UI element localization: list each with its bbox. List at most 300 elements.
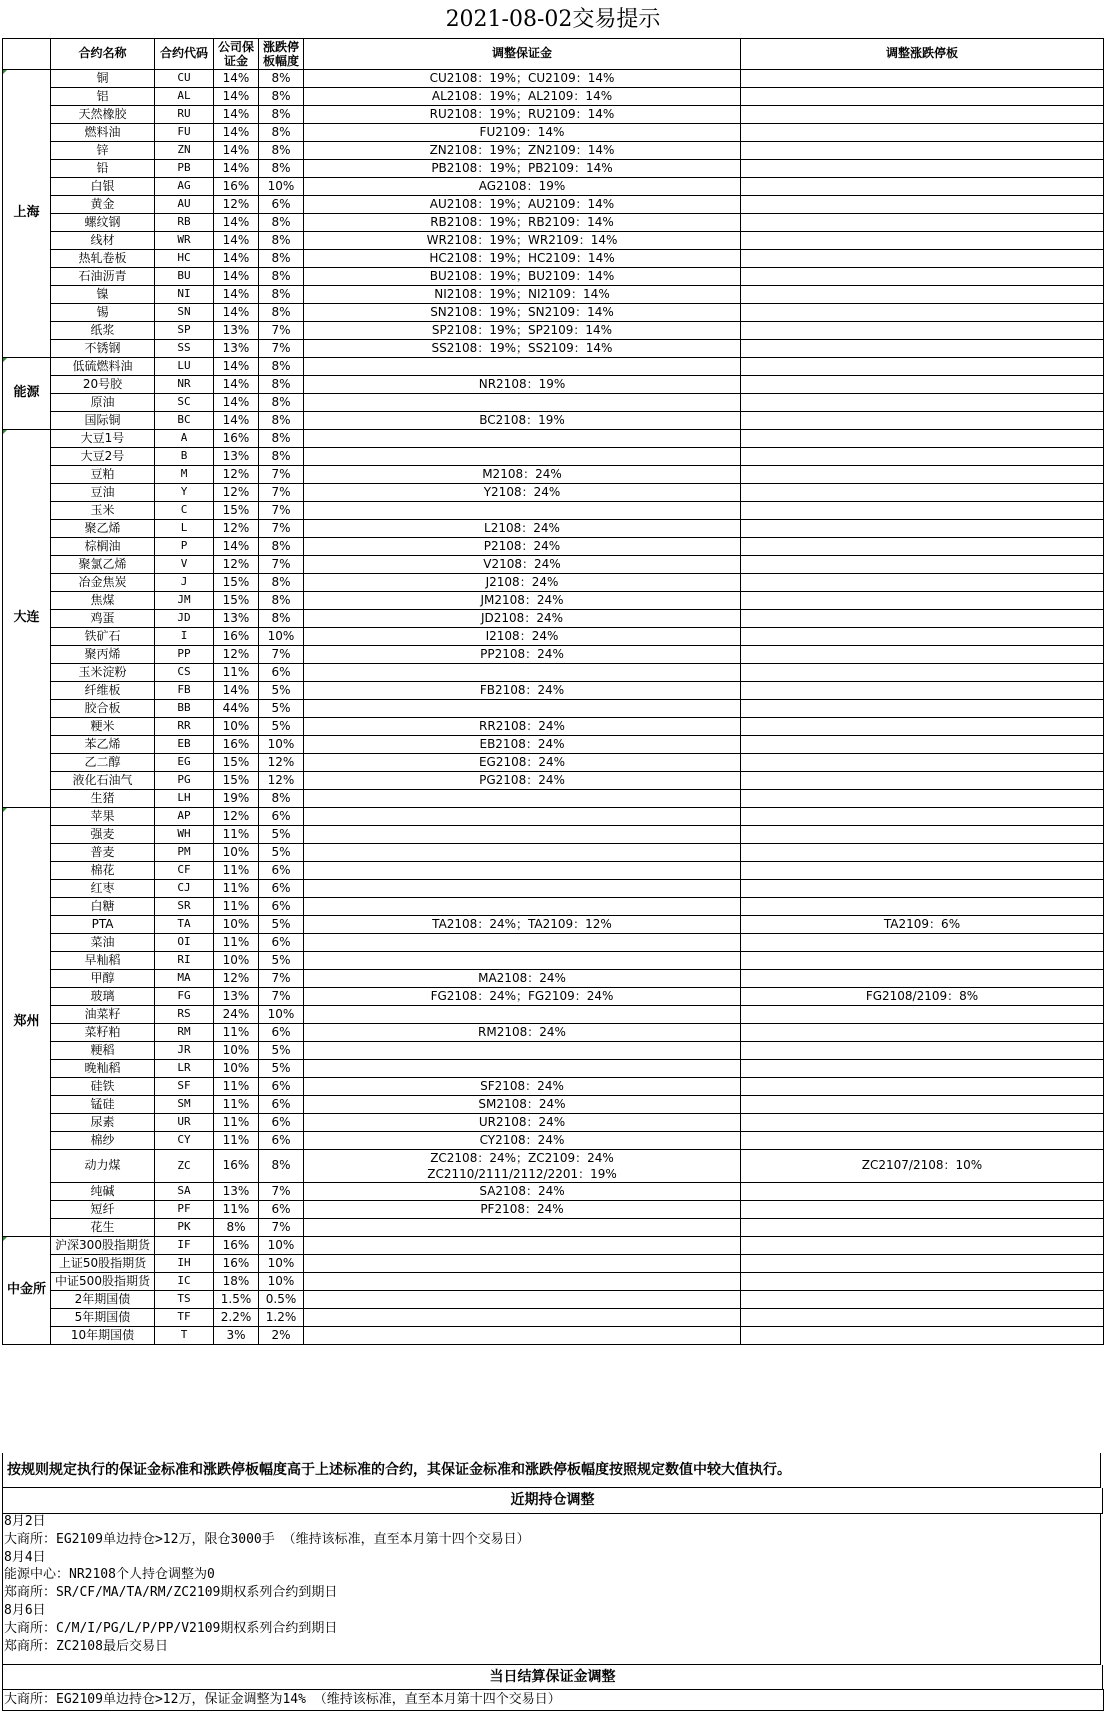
- contract-name: 纯碱: [51, 1183, 155, 1201]
- price-limit: 10%: [259, 628, 304, 646]
- price-limit: 8%: [259, 304, 304, 322]
- contract-code: RU: [155, 106, 214, 124]
- table-row: [3, 808, 1104, 826]
- settle-margin-note: 大商所：EG2109单边持仓>12万，保证金调整为14% （维持该标准，直至本月第十四个交易日）: [2, 1689, 1104, 1711]
- contract-name: 棉花: [51, 862, 155, 880]
- adjusted-limit: [741, 1291, 1104, 1309]
- adjusted-limit: [741, 808, 1104, 826]
- adjusted-margin: ZN2108：19%；ZN2109：14%: [304, 142, 741, 160]
- company-margin: 11%: [214, 1132, 259, 1150]
- adjusted-limit: [741, 340, 1104, 358]
- company-margin: 11%: [214, 880, 259, 898]
- price-limit: 5%: [259, 1060, 304, 1078]
- adjusted-margin: V2108：24%: [304, 556, 741, 574]
- price-limit: 8%: [259, 592, 304, 610]
- company-margin: 18%: [214, 1273, 259, 1291]
- header-adj-limit: 调整涨跌停板: [741, 39, 1104, 70]
- contract-name: 玉米淀粉: [51, 664, 155, 682]
- company-margin: 3%: [214, 1327, 259, 1345]
- adjusted-limit: ZC2107/2108：10%: [741, 1150, 1104, 1183]
- adjusted-limit: [741, 790, 1104, 808]
- adjusted-limit: [741, 160, 1104, 178]
- adjusted-limit: [741, 1060, 1104, 1078]
- price-limit: 7%: [259, 340, 304, 358]
- contract-code: LR: [155, 1060, 214, 1078]
- price-limit: 8%: [259, 160, 304, 178]
- adjusted-margin: BC2108：19%: [304, 412, 741, 430]
- adjusted-limit: [741, 880, 1104, 898]
- adjusted-margin: L2108：24%: [304, 520, 741, 538]
- contract-code: TS: [155, 1291, 214, 1309]
- contract-name: 苹果: [51, 808, 155, 826]
- company-margin: 14%: [214, 304, 259, 322]
- contract-name: 聚氯乙烯: [51, 556, 155, 574]
- contract-name: 中证500股指期货: [51, 1273, 155, 1291]
- header-limit: 涨跌停板幅度: [259, 39, 304, 70]
- adjusted-limit: [741, 952, 1104, 970]
- table-row: [3, 1201, 1104, 1219]
- adjusted-limit: [741, 430, 1104, 448]
- contract-code: SP: [155, 322, 214, 340]
- adjusted-margin-line: ZC2108：24%；ZC2109：24%: [430, 1151, 614, 1165]
- company-margin: 15%: [214, 592, 259, 610]
- price-limit: 6%: [259, 898, 304, 916]
- contract-code: CF: [155, 862, 214, 880]
- price-limit: 6%: [259, 1078, 304, 1096]
- company-margin: 14%: [214, 106, 259, 124]
- contract-name: 锰硅: [51, 1096, 155, 1114]
- adjusted-limit: [741, 1114, 1104, 1132]
- header-exchange: [3, 39, 51, 70]
- contract-name: 生猪: [51, 790, 155, 808]
- adjusted-margin: RU2108：19%；RU2109：14%: [304, 106, 741, 124]
- table-row: [3, 70, 1104, 88]
- adjusted-margin: JM2108：24%: [304, 592, 741, 610]
- contract-code: L: [155, 520, 214, 538]
- company-margin: 11%: [214, 862, 259, 880]
- adjusted-margin: AL2108：19%；AL2109：14%: [304, 88, 741, 106]
- company-margin: 14%: [214, 124, 259, 142]
- table-row: [3, 1006, 1104, 1024]
- table-row: [3, 1273, 1104, 1291]
- contract-name: 尿素: [51, 1114, 155, 1132]
- adjusted-margin: [304, 502, 741, 520]
- position-adjust-title: 近期持仓调整: [2, 1488, 1103, 1514]
- contract-code: EG: [155, 754, 214, 772]
- price-limit: 8%: [259, 142, 304, 160]
- adjusted-limit: [741, 664, 1104, 682]
- adjusted-margin: CY2108：24%: [304, 1132, 741, 1150]
- contract-name: 玻璃: [51, 988, 155, 1006]
- table-row: [3, 1291, 1104, 1309]
- adjusted-margin: [304, 880, 741, 898]
- company-margin: 11%: [214, 1201, 259, 1219]
- exchange-label: 郑州: [13, 1013, 40, 1029]
- table-row: [3, 1132, 1104, 1150]
- table-row: [3, 754, 1104, 772]
- company-margin: 12%: [214, 196, 259, 214]
- adjusted-limit: [741, 268, 1104, 286]
- table-row: [3, 592, 1104, 610]
- adjusted-limit: [741, 682, 1104, 700]
- price-limit: 5%: [259, 682, 304, 700]
- price-limit: 8%: [259, 538, 304, 556]
- table-row: [3, 322, 1104, 340]
- price-limit: 5%: [259, 844, 304, 862]
- adjusted-limit: [741, 502, 1104, 520]
- price-limit: 6%: [259, 1114, 304, 1132]
- contract-name: 沪深300股指期货: [51, 1237, 155, 1255]
- table-row: [3, 1096, 1104, 1114]
- price-limit: 5%: [259, 826, 304, 844]
- contract-name: 晚籼稻: [51, 1060, 155, 1078]
- price-limit: 10%: [259, 1237, 304, 1255]
- price-limit: 7%: [259, 466, 304, 484]
- price-limit: 8%: [259, 106, 304, 124]
- company-margin: 16%: [214, 628, 259, 646]
- settle-margin-title: 当日结算保证金调整: [2, 1665, 1103, 1690]
- table-row: [3, 610, 1104, 628]
- contract-code: IH: [155, 1255, 214, 1273]
- table-row: [3, 1060, 1104, 1078]
- exchange-label: 上海: [13, 205, 40, 221]
- contract-code: M: [155, 466, 214, 484]
- company-margin: 11%: [214, 1096, 259, 1114]
- adjusted-limit: [741, 610, 1104, 628]
- adjusted-margin: EG2108：24%: [304, 754, 741, 772]
- price-limit: 8%: [259, 286, 304, 304]
- adjusted-margin: [304, 1150, 741, 1183]
- company-margin: 16%: [214, 178, 259, 196]
- contract-code: I: [155, 628, 214, 646]
- company-margin: 13%: [214, 340, 259, 358]
- price-limit: 7%: [259, 970, 304, 988]
- adjusted-margin: [304, 898, 741, 916]
- table-row: [3, 880, 1104, 898]
- contract-code: SF: [155, 1078, 214, 1096]
- contract-code: PM: [155, 844, 214, 862]
- company-margin: 14%: [214, 538, 259, 556]
- price-limit: 7%: [259, 520, 304, 538]
- table-row: [3, 520, 1104, 538]
- adjusted-limit: [741, 862, 1104, 880]
- contract-code: LU: [155, 358, 214, 376]
- contract-name: 纸浆: [51, 322, 155, 340]
- table-row: [3, 700, 1104, 718]
- contract-name: 油菜籽: [51, 1006, 155, 1024]
- table-row: [3, 682, 1104, 700]
- price-limit: 8%: [259, 574, 304, 592]
- company-margin: 14%: [214, 412, 259, 430]
- company-margin: 11%: [214, 1078, 259, 1096]
- company-margin: 12%: [214, 970, 259, 988]
- company-margin: 10%: [214, 844, 259, 862]
- adjusted-limit: [741, 1327, 1104, 1345]
- table-row: [3, 826, 1104, 844]
- contract-name: 大豆1号: [51, 430, 155, 448]
- adjusted-limit: [741, 1273, 1104, 1291]
- contract-code: PB: [155, 160, 214, 178]
- contract-name: 强麦: [51, 826, 155, 844]
- company-margin: 19%: [214, 790, 259, 808]
- contract-name: 铅: [51, 160, 155, 178]
- adjusted-limit: [741, 394, 1104, 412]
- adjusted-margin: [304, 952, 741, 970]
- table-row: [3, 1327, 1104, 1345]
- contract-name: 铝: [51, 88, 155, 106]
- adjusted-margin: Y2108：24%: [304, 484, 741, 502]
- adjusted-margin: NI2108：19%；NI2109：14%: [304, 286, 741, 304]
- table-row: [3, 304, 1104, 322]
- adjusted-limit: [741, 358, 1104, 376]
- company-margin: 14%: [214, 682, 259, 700]
- company-margin: 24%: [214, 1006, 259, 1024]
- table-row: [3, 718, 1104, 736]
- company-margin: 11%: [214, 1114, 259, 1132]
- exchange-cell: [3, 1237, 51, 1345]
- contract-name: 菜油: [51, 934, 155, 952]
- adjusted-margin: [304, 1291, 741, 1309]
- contract-code: AU: [155, 196, 214, 214]
- contract-name: 棉纱: [51, 1132, 155, 1150]
- table-row: [3, 232, 1104, 250]
- price-limit: 7%: [259, 1183, 304, 1201]
- contract-name: 粳米: [51, 718, 155, 736]
- table-row: [3, 394, 1104, 412]
- contract-code: ZN: [155, 142, 214, 160]
- price-limit: 8%: [259, 268, 304, 286]
- contract-name: 热轧卷板: [51, 250, 155, 268]
- contract-code: J: [155, 574, 214, 592]
- table-row: [3, 844, 1104, 862]
- adjusted-margin: RM2108：24%: [304, 1024, 741, 1042]
- adjusted-margin: FB2108：24%: [304, 682, 741, 700]
- adjusted-limit: [741, 1096, 1104, 1114]
- adjusted-margin: [304, 664, 741, 682]
- company-margin: 14%: [214, 376, 259, 394]
- price-limit: 8%: [259, 412, 304, 430]
- contract-name: 冶金焦炭: [51, 574, 155, 592]
- company-margin: 8%: [214, 1219, 259, 1237]
- company-margin: 13%: [214, 610, 259, 628]
- adjusted-margin: SF2108：24%: [304, 1078, 741, 1096]
- adjusted-limit: [741, 448, 1104, 466]
- company-margin: 13%: [214, 448, 259, 466]
- price-limit: 0.5%: [259, 1291, 304, 1309]
- table-row: [3, 1150, 1104, 1183]
- adjusted-limit: [741, 376, 1104, 394]
- price-limit: 8%: [259, 430, 304, 448]
- price-limit: 7%: [259, 646, 304, 664]
- company-margin: 16%: [214, 1237, 259, 1255]
- contract-code: CS: [155, 664, 214, 682]
- table-row: [3, 1114, 1104, 1132]
- contract-code: WR: [155, 232, 214, 250]
- contract-code: CU: [155, 70, 214, 88]
- adjusted-limit: [741, 1201, 1104, 1219]
- company-margin: 12%: [214, 556, 259, 574]
- company-margin: 1.5%: [214, 1291, 259, 1309]
- table-row: [3, 250, 1104, 268]
- company-margin: 12%: [214, 466, 259, 484]
- adjusted-limit: [741, 286, 1104, 304]
- header-row: [3, 39, 1104, 70]
- contract-code: EB: [155, 736, 214, 754]
- table-row: [3, 466, 1104, 484]
- price-limit: 8%: [259, 610, 304, 628]
- position-note-line: 大商所：EG2109单边持仓>12万，限仓3000手 （维持该标准，直至本月第十四个交易日）: [4, 1531, 530, 1547]
- position-note-line: 8月6日: [4, 1602, 46, 1618]
- adjusted-margin: SM2108：24%: [304, 1096, 741, 1114]
- price-limit: 8%: [259, 88, 304, 106]
- company-margin: 12%: [214, 646, 259, 664]
- price-limit: 6%: [259, 1024, 304, 1042]
- table-row: [3, 628, 1104, 646]
- adjusted-margin: PG2108：24%: [304, 772, 741, 790]
- contract-name: 螺纹钢: [51, 214, 155, 232]
- contract-code: PK: [155, 1219, 214, 1237]
- contract-code: SS: [155, 340, 214, 358]
- table-row: [3, 916, 1104, 934]
- table-row: [3, 1024, 1104, 1042]
- adjusted-margin: P2108：24%: [304, 538, 741, 556]
- table-row: [3, 574, 1104, 592]
- table-row: [3, 286, 1104, 304]
- adjusted-margin: [304, 826, 741, 844]
- table-row: [3, 898, 1104, 916]
- contract-name: 花生: [51, 1219, 155, 1237]
- table-row: [3, 862, 1104, 880]
- price-limit: 12%: [259, 754, 304, 772]
- cell-marker: [3, 70, 7, 74]
- company-margin: 13%: [214, 322, 259, 340]
- company-margin: 14%: [214, 232, 259, 250]
- exchange-cell: [3, 808, 51, 1237]
- company-margin: 10%: [214, 718, 259, 736]
- adjusted-limit: [741, 70, 1104, 88]
- adjusted-limit: [741, 484, 1104, 502]
- company-margin: 14%: [214, 250, 259, 268]
- price-limit: 10%: [259, 736, 304, 754]
- adjusted-margin: SA2108：24%: [304, 1183, 741, 1201]
- contract-code: JM: [155, 592, 214, 610]
- contract-code: IF: [155, 1237, 214, 1255]
- company-margin: 10%: [214, 1042, 259, 1060]
- cell-marker: [3, 808, 7, 812]
- adjusted-margin: [304, 1327, 741, 1345]
- price-limit: 6%: [259, 196, 304, 214]
- adjusted-limit: [741, 628, 1104, 646]
- adjusted-margin: UR2108：24%: [304, 1114, 741, 1132]
- price-limit: 12%: [259, 772, 304, 790]
- contract-code: SM: [155, 1096, 214, 1114]
- adjusted-margin: [304, 808, 741, 826]
- company-margin: 12%: [214, 808, 259, 826]
- contract-code: SC: [155, 394, 214, 412]
- adjusted-margin: TA2108：24%；TA2109：12%: [304, 916, 741, 934]
- adjusted-margin: PF2108：24%: [304, 1201, 741, 1219]
- company-margin: 16%: [214, 736, 259, 754]
- rule-note: 按规则规定执行的保证金标准和涨跌停板幅度高于上述标准的合约，其保证金标准和涨跌停板幅度按照规定数值中较大值执行。: [2, 1453, 1101, 1488]
- contract-code: JR: [155, 1042, 214, 1060]
- price-limit: 7%: [259, 1219, 304, 1237]
- price-limit: 8%: [259, 1150, 304, 1183]
- contract-name: 液化石油气: [51, 772, 155, 790]
- adjusted-margin: [304, 790, 741, 808]
- adjusted-margin: [304, 862, 741, 880]
- adjusted-margin: EB2108：24%: [304, 736, 741, 754]
- company-margin: 10%: [214, 916, 259, 934]
- contract-name: 胶合板: [51, 700, 155, 718]
- price-limit: 8%: [259, 70, 304, 88]
- adjusted-margin: [304, 394, 741, 412]
- contract-name: 10年期国债: [51, 1327, 155, 1345]
- company-margin: 12%: [214, 520, 259, 538]
- contract-code: B: [155, 448, 214, 466]
- adjusted-limit: [741, 592, 1104, 610]
- adjusted-limit: [741, 754, 1104, 772]
- contract-name: 菜籽粕: [51, 1024, 155, 1042]
- company-margin: 16%: [214, 430, 259, 448]
- company-margin: 14%: [214, 286, 259, 304]
- contract-code: TF: [155, 1309, 214, 1327]
- contract-name: 2年期国债: [51, 1291, 155, 1309]
- price-limit: 10%: [259, 1255, 304, 1273]
- contract-name: 玉米: [51, 502, 155, 520]
- adjusted-margin: AU2108：19%；AU2109：14%: [304, 196, 741, 214]
- contract-name: 镍: [51, 286, 155, 304]
- contract-code: AL: [155, 88, 214, 106]
- company-margin: 13%: [214, 1183, 259, 1201]
- table-row: [3, 664, 1104, 682]
- table-row: [3, 412, 1104, 430]
- contract-code: A: [155, 430, 214, 448]
- contract-code: RM: [155, 1024, 214, 1042]
- table-row: [3, 736, 1104, 754]
- price-limit: 7%: [259, 988, 304, 1006]
- adjusted-margin: [304, 1273, 741, 1291]
- table-row: [3, 358, 1104, 376]
- table-row: [3, 178, 1104, 196]
- contract-name: 纤维板: [51, 682, 155, 700]
- adjusted-margin: RB2108：19%；RB2109：14%: [304, 214, 741, 232]
- price-limit: 6%: [259, 808, 304, 826]
- contract-code: PG: [155, 772, 214, 790]
- contract-code: ZC: [155, 1150, 214, 1183]
- adjusted-limit: [741, 736, 1104, 754]
- table-row: [3, 646, 1104, 664]
- company-margin: 14%: [214, 394, 259, 412]
- adjusted-limit: [741, 646, 1104, 664]
- contract-name: PTA: [51, 916, 155, 934]
- contract-name: 石油沥青: [51, 268, 155, 286]
- contract-code: LH: [155, 790, 214, 808]
- company-margin: 11%: [214, 934, 259, 952]
- cell-marker: [3, 430, 7, 434]
- company-margin: 16%: [214, 1150, 259, 1183]
- company-margin: 14%: [214, 268, 259, 286]
- adjusted-limit: [741, 1024, 1104, 1042]
- company-margin: 15%: [214, 574, 259, 592]
- contract-name: 动力煤: [51, 1150, 155, 1183]
- company-margin: 15%: [214, 502, 259, 520]
- price-limit: 10%: [259, 1006, 304, 1024]
- table-row: [3, 1219, 1104, 1237]
- adjusted-margin: CU2108：19%；CU2109：14%: [304, 70, 741, 88]
- table-row: [3, 952, 1104, 970]
- header-margin: 公司保证金: [214, 39, 259, 70]
- contract-code: SR: [155, 898, 214, 916]
